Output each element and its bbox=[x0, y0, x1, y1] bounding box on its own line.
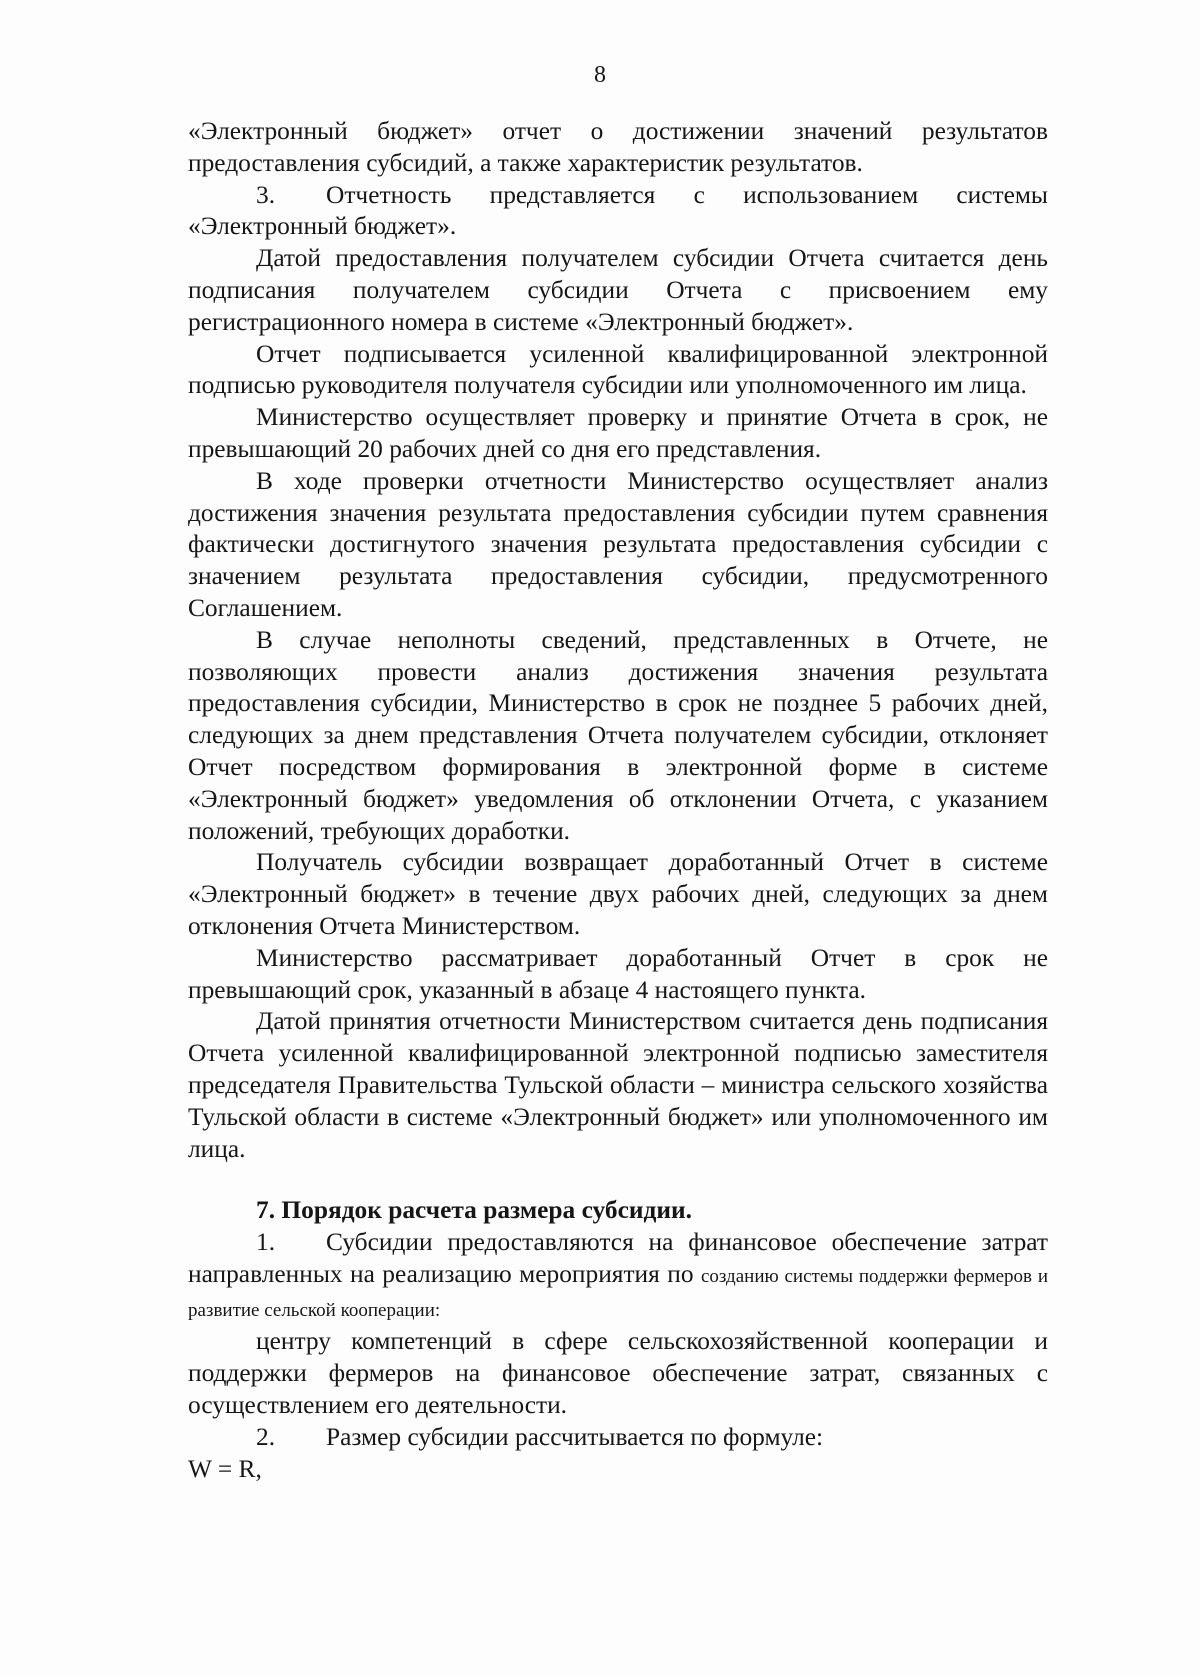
paragraph-reconsideration: Министерство рассматривает доработанный Отчет в срок не превышающий срок, указанный в абзаце 4 настоящего пункта. bbox=[188, 943, 1048, 1004]
section-heading: 7. Порядок расчета размера субсидии. bbox=[256, 1196, 692, 1225]
section-item-2 bbox=[188, 1422, 1048, 1454]
paragraph-item-3 bbox=[188, 180, 1048, 244]
paragraph-submission-date: Датой предоставления получателем субсидии Отчета считается день подписания получателем субсидии Отчета с присвоением ему регистрационного номера в системе «Электронный бюджет». bbox=[188, 244, 1048, 336]
paragraph-acceptance-date: Датой принятия отчетности Министерством считается день подписания Отчета усиленной квалифицированной электронной подписью заместителя председателя Правительства Тульской области – министра сельского хозяйства Тульской области в системе «Электронный бюджет» или уполномоченного им лица. bbox=[188, 1007, 1048, 1163]
document-body bbox=[188, 116, 1048, 1485]
paragraph-signature: Отчет подписывается усиленной квалифицированной электронной подписью руководителя получателя субсидии или уполномоченного им лица. bbox=[188, 339, 1048, 400]
paragraph-return: Получатель субсидии возвращает доработанный Отчет в системе «Электронный бюджет» в течение двух рабочих дней, следующих за днем отклонения Отчета Министерством. bbox=[188, 848, 1048, 940]
section-item-1-text: Субсидии предоставляются на финансовое обеспечение затрат направленных на реализацию мероприятия по bbox=[188, 1228, 1048, 1288]
section-center-text: центру компетенций в сфере сельскохозяйственной кооперации и поддержки фермеров на финансовое обеспечение затрат, связанных с осуществлением его деятельности. bbox=[188, 1327, 1048, 1420]
item-3-text: Отчетность представляется с использованием системы «Электронный бюджет». bbox=[188, 180, 1048, 241]
item-3-number: 3. bbox=[256, 180, 276, 209]
section-item-1-small-text: созданию системы поддержки фермеров и развитие сельской кооперации: bbox=[188, 1265, 1048, 1321]
paragraph-incomplete: В случае неполноты сведений, представленных в Отчете, не позволяющих провести анализ достижения значения результата предоставления субсидии, Министерство в срок не позднее 5 рабочих дней, следующих за днем представления Отчета получателем субсидии, отклоняет Отчет посредством формирования в электронной форме в системе «Электронный бюджет» уведомления об отклонении Отчета, с указанием положений, требующих доработки. bbox=[188, 625, 1048, 845]
section-item-2-number: 2. bbox=[256, 1422, 276, 1451]
section-item-1-number: 1. bbox=[256, 1228, 276, 1257]
paragraph-analysis: В ходе проверки отчетности Министерство осуществляет анализ достижения значения результата предоставления субсидии путем сравнения фактически достигнутого значения результата предоставления субсидии с значением результата предоставления субсидии, предусмотренного Соглашением. bbox=[188, 466, 1048, 622]
section-item-2-text: Размер субсидии рассчитывается по формуле: bbox=[326, 1422, 824, 1451]
paragraph-continuation: «Электронный бюджет» отчет о достижении значений результатов предоставления субсидий, а также характеристик результатов. bbox=[188, 117, 1048, 177]
formula: W = R, bbox=[188, 1454, 262, 1483]
page-number: 8 bbox=[594, 62, 606, 88]
paragraph-review-period: Министерство осуществляет проверку и принятие Отчета в срок, не превышающий 20 рабочих дней со дня его представления. bbox=[188, 403, 1048, 463]
section-item-1 bbox=[188, 1227, 1048, 1326]
